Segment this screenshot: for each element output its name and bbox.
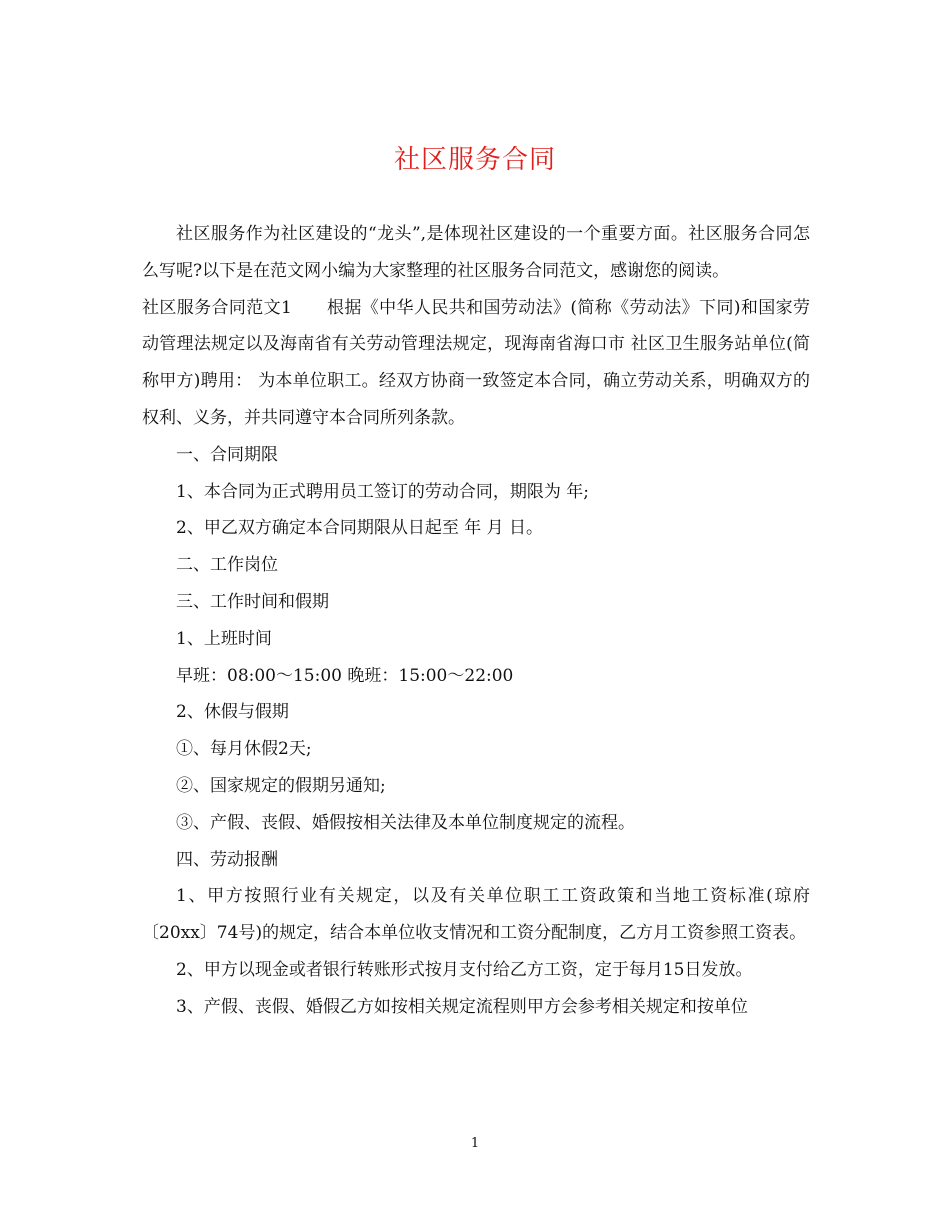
section-heading-term: 一、合同期限 xyxy=(176,444,278,465)
clause-term-1: 1、本合同为正式聘用员工签订的劳动合同，期限为 年; xyxy=(176,481,589,502)
clause-term-2: 2、甲乙双方确定本合同期限从日起至 年 月 日。 xyxy=(176,518,544,539)
clause-hours-1: 1、上班时间 xyxy=(176,628,272,649)
leave-item-1: ①、每月休假2天; xyxy=(176,739,312,760)
shift-schedule: 早班：08:00～15:00 晚班：15:00～22:00 xyxy=(176,665,514,686)
clause-pay-1: 1、甲方按照行业有关规定，以及有关单位职工工资政策和当地工资标准(琼府〔20xx〕74号)的规定，结合本单位收支情况和工资分配制度，乙方月工资参照工资表。 xyxy=(142,886,810,944)
page-number: 1 xyxy=(470,1136,480,1151)
clause-pay-2: 2、甲方以现金或者银行转账形式按月支付给乙方工资，定于每月15日发放。 xyxy=(176,959,753,980)
section-heading-hours: 三、工作时间和假期 xyxy=(176,591,329,612)
document-body xyxy=(142,216,810,1026)
section-heading-position: 二、工作岗位 xyxy=(176,555,278,576)
clause-hours-2: 2、休假与假期 xyxy=(176,702,289,723)
section-heading-pay: 四、劳动报酬 xyxy=(176,849,278,870)
leave-item-3: ③、产假、丧假、婚假按相关法律及本单位制度规定的流程。 xyxy=(176,812,635,833)
clause-pay-3: 3、产假、丧假、婚假乙方如按相关规定流程则甲方会参考相关规定和按单位 xyxy=(176,996,748,1017)
leave-item-2: ②、国家规定的假期另通知; xyxy=(176,775,386,796)
paragraph-intro: 社区服务作为社区建设的“龙头”,是体现社区建设的一个重要方面。社区服务合同怎么写呢?以下是在范文网小编为大家整理的社区服务合同范文，感谢您的阅读。 xyxy=(142,224,810,281)
document-title: 社区服务合同 xyxy=(393,145,556,175)
paragraph-sample-preamble: 社区服务合同范文1 根据《中华人民共和国劳动法》(简称《劳动法》下同)和国家劳动管理法规定以及海南省有关劳动管理法规定，现海南省海口市 社区卫生服务站单位(简称甲方)聘用： 为本单位职工。经双方协商一致签定本合同，确立劳动关系，明确双方的权利、义务，并共同遵守本合同所列条款。 xyxy=(142,297,810,428)
